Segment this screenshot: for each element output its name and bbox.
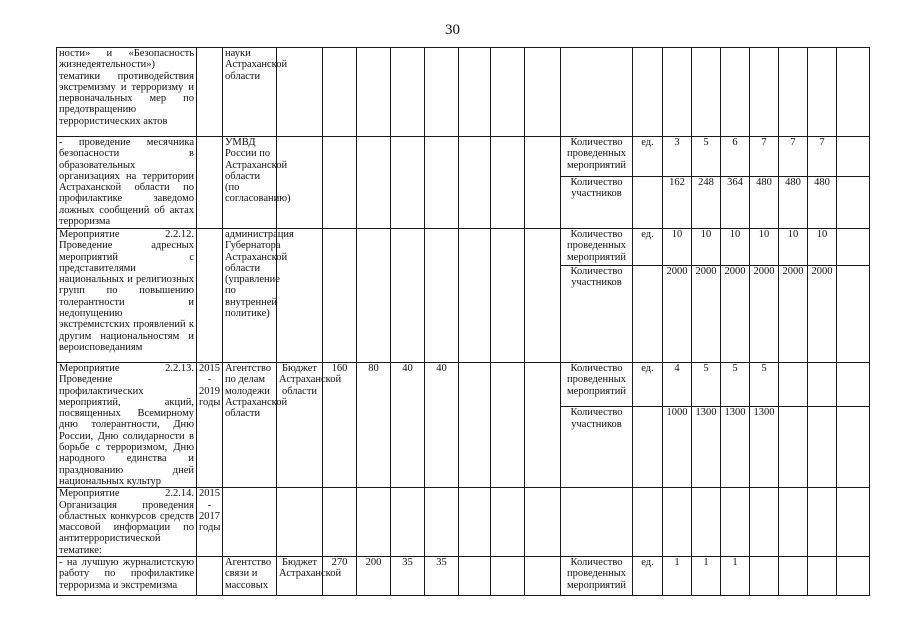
indicator-name: Количество участников — [561, 407, 633, 488]
indicator-unit — [633, 266, 663, 363]
funding-cell — [357, 488, 391, 557]
indicator-value — [750, 488, 779, 557]
table-row — [57, 137, 870, 177]
indicator-value — [750, 48, 779, 137]
funding-cell — [491, 488, 525, 557]
funding-cell — [525, 488, 561, 557]
indicator-value — [808, 407, 837, 488]
indicator-value: 5 — [750, 363, 779, 407]
indicator-value: 10 — [808, 229, 837, 266]
indicator-value: 2000 — [721, 266, 750, 363]
period-cell — [197, 229, 223, 363]
indicator-value — [663, 488, 692, 557]
indicator-value — [808, 363, 837, 407]
funding-cell — [459, 48, 491, 137]
funding-cell: 160 — [323, 363, 357, 488]
funding-cell — [391, 137, 425, 229]
funding-cell — [425, 137, 459, 229]
indicator-name — [561, 48, 633, 137]
funding-cell — [459, 557, 491, 596]
indicator-value: 5 — [692, 137, 721, 177]
indicator-unit — [633, 488, 663, 557]
indicator-value: 10 — [750, 229, 779, 266]
activity-description: - на лучшую журналистскую работу по профилактике терроризма и экстремизма — [57, 557, 197, 596]
table-row — [57, 557, 870, 596]
indicator-value: 10 — [721, 229, 750, 266]
funding-cell — [425, 229, 459, 363]
indicator-name: Количество проведенных мероприятий — [561, 363, 633, 407]
funding-cell — [391, 48, 425, 137]
period-cell: 2015 - 2017 годы — [197, 488, 223, 557]
funding-cell — [491, 48, 525, 137]
indicator-value: 1300 — [750, 407, 779, 488]
funding-cell: 40 — [425, 363, 459, 488]
indicator-value: 1000 — [663, 407, 692, 488]
indicator-value: 364 — [721, 177, 750, 229]
indicator-value: 3 — [663, 137, 692, 177]
indicator-value — [750, 557, 779, 596]
extra-cell — [837, 363, 870, 407]
indicator-unit: ед. — [633, 229, 663, 266]
indicator-value: 10 — [692, 229, 721, 266]
indicator-unit: ед. — [633, 363, 663, 407]
extra-cell — [837, 137, 870, 177]
indicator-value: 2000 — [750, 266, 779, 363]
funding-cell — [323, 488, 357, 557]
indicator-value: 6 — [721, 137, 750, 177]
funding-source-cell — [277, 137, 323, 229]
funding-source-cell — [277, 488, 323, 557]
indicator-value: 7 — [779, 137, 808, 177]
indicator-name: Количество участников — [561, 266, 633, 363]
period-cell: 2015 - 2019 годы — [197, 363, 223, 488]
executor-cell: администрация Губернатора Астраханской области (управление по внутренней политике) — [223, 229, 277, 363]
indicator-value: 10 — [663, 229, 692, 266]
funding-cell — [525, 557, 561, 596]
indicator-value: 1 — [692, 557, 721, 596]
funding-cell — [323, 137, 357, 229]
indicator-value: 1300 — [692, 407, 721, 488]
indicator-value — [779, 407, 808, 488]
indicator-name: Количество проведенных мероприятий — [561, 229, 633, 266]
funding-cell — [357, 229, 391, 363]
activity-description: ности» и «Безопасность жизнедеятельности») тематики противодействия экстремизму и терроризму и первоначальных мер по предотвращению террористических актов — [57, 48, 197, 137]
funding-cell — [459, 137, 491, 229]
table-row — [57, 229, 870, 266]
indicator-value — [692, 48, 721, 137]
indicator-value — [808, 488, 837, 557]
indicator-name: Количество проведенных мероприятий — [561, 137, 633, 177]
indicator-value: 480 — [750, 177, 779, 229]
funding-cell: 80 — [357, 363, 391, 488]
extra-cell — [837, 177, 870, 229]
program-table — [56, 47, 870, 596]
indicator-unit — [633, 48, 663, 137]
funding-cell — [357, 137, 391, 229]
period-cell — [197, 137, 223, 229]
funding-cell — [525, 229, 561, 363]
indicator-value: 5 — [692, 363, 721, 407]
indicator-value — [808, 48, 837, 137]
indicator-value — [721, 488, 750, 557]
funding-cell: 35 — [425, 557, 459, 596]
funding-cell — [425, 48, 459, 137]
indicator-value: 1300 — [721, 407, 750, 488]
indicator-value: 4 — [663, 363, 692, 407]
indicator-value — [779, 557, 808, 596]
funding-cell — [491, 557, 525, 596]
funding-cell — [323, 48, 357, 137]
indicator-value: 10 — [779, 229, 808, 266]
indicator-name: Количество участников — [561, 177, 633, 229]
extra-cell — [837, 48, 870, 137]
indicator-value: 5 — [721, 363, 750, 407]
indicator-value: 480 — [779, 177, 808, 229]
funding-cell — [459, 488, 491, 557]
table-row — [57, 363, 870, 407]
executor-cell: науки Астраханской области — [223, 48, 277, 137]
indicator-value — [663, 48, 692, 137]
funding-cell — [425, 488, 459, 557]
funding-cell — [459, 363, 491, 488]
funding-cell — [491, 229, 525, 363]
funding-cell — [323, 229, 357, 363]
indicator-value — [779, 363, 808, 407]
funding-cell — [525, 363, 561, 488]
table-row — [57, 48, 870, 137]
extra-cell — [837, 488, 870, 557]
activity-description: - проведение месячника безопасности в образовательных организациях на территории Астраханской области по профилактике заведомо ложных сообщений об актах терроризма — [57, 137, 197, 229]
indicator-value: 2000 — [692, 266, 721, 363]
funding-cell: 200 — [357, 557, 391, 596]
indicator-value — [808, 557, 837, 596]
funding-cell — [391, 229, 425, 363]
indicator-value: 7 — [808, 137, 837, 177]
funding-source-cell — [277, 229, 323, 363]
indicator-value: 2000 — [663, 266, 692, 363]
funding-cell: 35 — [391, 557, 425, 596]
executor-cell: Агентство по делам молодежи Астраханской области — [223, 363, 277, 488]
indicator-value — [692, 488, 721, 557]
funding-cell: 270 — [323, 557, 357, 596]
extra-cell — [837, 229, 870, 266]
indicator-value: 2000 — [808, 266, 837, 363]
funding-cell — [357, 48, 391, 137]
indicator-value: 7 — [750, 137, 779, 177]
activity-description: Мероприятие 2.2.13. Проведение профилактических мероприятий, акций, посвященных Всемирному дню толерантности, Дню России, Дню солидарности в борьбе с терроризмом, Дню народного единства и празднованию дней национальных культур — [57, 363, 197, 488]
indicator-value: 2000 — [779, 266, 808, 363]
executor-cell: УМВД России по Астраханской области (по согласованию) — [223, 137, 277, 229]
funding-cell — [491, 363, 525, 488]
period-cell — [197, 48, 223, 137]
indicator-unit — [633, 177, 663, 229]
indicator-value — [779, 488, 808, 557]
indicator-name — [561, 488, 633, 557]
page-number: 30 — [445, 22, 460, 38]
indicator-value — [721, 48, 750, 137]
funding-source-cell: Бюджет Астраханской области — [277, 363, 323, 488]
activity-description: Мероприятие 2.2.14. Организация проведения областных конкурсов средств массовой информации по антитеррористической тематике: — [57, 488, 197, 557]
indicator-value: 248 — [692, 177, 721, 229]
funding-cell — [391, 488, 425, 557]
indicator-value: 480 — [808, 177, 837, 229]
indicator-value: 162 — [663, 177, 692, 229]
indicator-value — [779, 48, 808, 137]
indicator-value: 1 — [663, 557, 692, 596]
executor-cell: Агентство связи и массовых — [223, 557, 277, 596]
funding-cell: 40 — [391, 363, 425, 488]
extra-cell — [837, 266, 870, 363]
period-cell — [197, 557, 223, 596]
indicator-name: Количество проведенных мероприятий — [561, 557, 633, 596]
extra-cell — [837, 407, 870, 488]
activity-description: Мероприятие 2.2.12. Проведение адресных мероприятий с представителями национальных и религиозных групп по повышению толерантности и недопущению экстремистских проявлений к другим национальностям и вероисповеданиям — [57, 229, 197, 363]
funding-cell — [459, 229, 491, 363]
funding-cell — [525, 48, 561, 137]
indicator-value: 1 — [721, 557, 750, 596]
extra-cell — [837, 557, 870, 596]
funding-source-cell: Бюджет Астраханской — [277, 557, 323, 596]
funding-cell — [491, 137, 525, 229]
executor-cell — [223, 488, 277, 557]
table-row — [57, 488, 870, 557]
indicator-unit: ед. — [633, 557, 663, 596]
funding-cell — [525, 137, 561, 229]
indicator-unit — [633, 407, 663, 488]
indicator-unit: ед. — [633, 137, 663, 177]
